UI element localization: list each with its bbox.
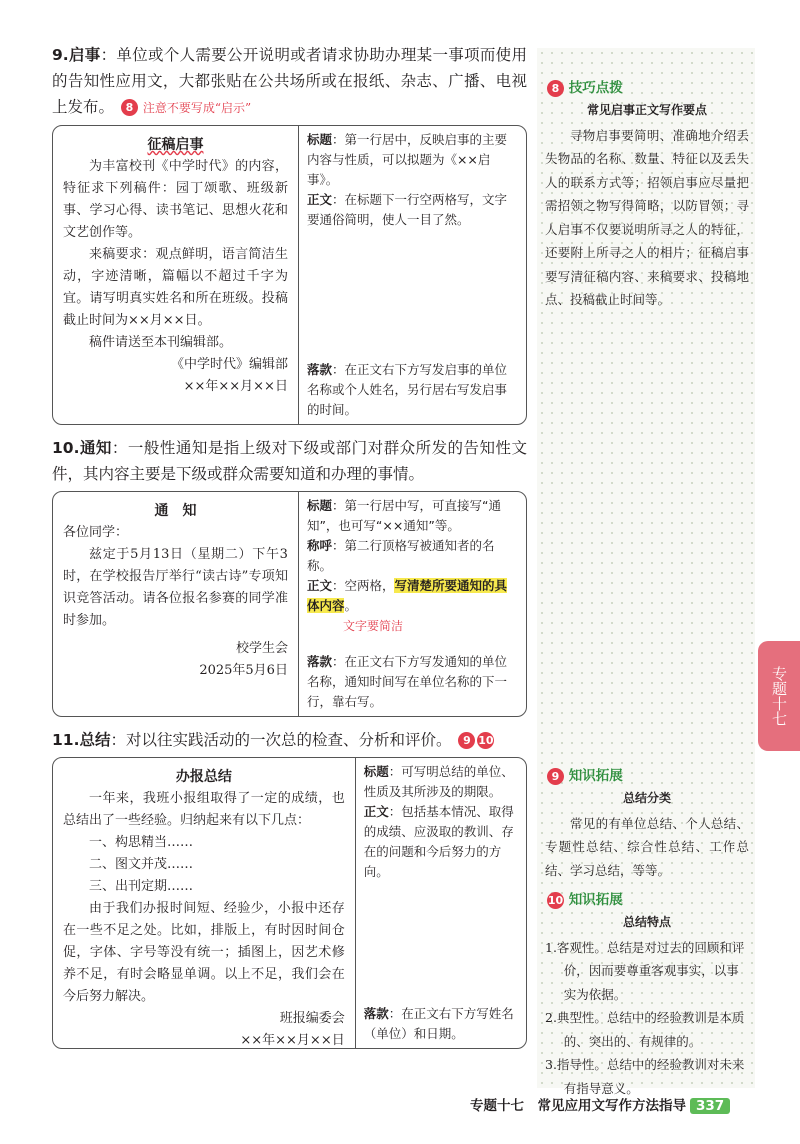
q10-notes <box>299 492 526 716</box>
sidebar <box>537 48 755 1096</box>
q9-example-date: ××年××月××日 <box>183 379 288 394</box>
main-column <box>52 42 527 1049</box>
sidebar-tip-9-head-text: 知识拓展 <box>568 768 623 784</box>
q11-example-sign: 班报编委会 <box>279 1011 345 1026</box>
q11-note-body-text: ：包括基本情况、取得的成绩、应汲取的教训、存在的问题和今后努力的方向。 <box>363 804 514 879</box>
sidebar-tip-9-title: 总结分类 <box>622 790 671 805</box>
q9-example-para-1: 为丰富校刊《中学时代》的内容，特征求下列稿件：园丁颂歌、班级新事、学习心得、读书笔记、思想火花和文艺创作等。 <box>63 159 288 240</box>
q9-annotation: 注意不要写成“启示” <box>142 101 252 115</box>
footer-text: 专题十七 常见应用文写作方法指导 <box>470 1098 686 1114</box>
q11-example-box <box>52 757 527 1049</box>
q10-example-date: 2025年5月6日 <box>199 663 288 678</box>
sidebar-tip-8-body: 寻物启事要简明、准确地介绍丢失物品的名称、数量、特征以及丢失人的联系方式等；招领启事应尽量把需招领之物写得简略，以防冒领；寻人启事不仅要说明所寻之人的特征，还要附上所寻之人的相片；征稿启事要写清征稿内容、来稿要求、投稿地点、投稿截止时间等。 <box>545 127 749 307</box>
q11-note-title <box>364 762 518 802</box>
q10-note-sign-text: ：在正文右下方写发通知的单位名称，通知时间写在单位名称的下一行，靠右写。 <box>306 654 507 709</box>
q11-note-sign-label: 落款 <box>363 1006 389 1021</box>
q11-badge-9: 9 <box>458 732 475 749</box>
sidebar-tip-10-item-1: 1.客观性。总结是对过去的回顾和评价，因而要尊重客观事实，以事实为依据。 <box>545 939 745 1002</box>
q11-term: 总结 <box>79 731 111 749</box>
q11-example-para: 由于我们办报时间短、经验少，小报中还存在一些不足之处。比如，排版上，有时因时间仓促，字体、字号等没有统一；插图上，因艺术修养不足，有时会略显单调。以上不足，我们会在今后努力解决。 <box>63 901 345 1004</box>
q10-note-body-post: 。 <box>344 598 357 613</box>
q11-note-sign-text: ：在正文右下方写姓名（单位）和日期。 <box>363 1006 514 1041</box>
q11-note-title-text: ：可写明总结的单位、性质及其所涉及的期限。 <box>363 764 514 799</box>
sidebar-tip-9-body: 常见的有单位总结、个人总结、专题性总结、综合性总结、工作总结、学习总结，等等。 <box>545 815 749 878</box>
q10-paragraph <box>52 435 527 487</box>
q10-def: ：一般性通知是指上级对下级或部门对群众所发的告知性文件，其内容主要是下级或群众需要知道和办理的事情。 <box>52 439 527 483</box>
q11-example-item-2: 二、图文并茂…… <box>89 857 194 872</box>
q10-note-call-text: ：第二行顶格写被通知者的名称。 <box>306 538 495 573</box>
q9-note-sign-label: 落款 <box>306 362 332 377</box>
q9-note-body-text: ：在标题下一行空两格写，文字要通俗简明，使人一目了然。 <box>306 192 507 227</box>
q9-example-title: 征稿启事 <box>147 137 204 153</box>
q9-notes <box>299 126 526 424</box>
sidebar-tip-10-item-2: 2.典型性。总结中的经验教训是本质的、突出的、有规律的。 <box>545 1010 745 1049</box>
q10-example-para: 兹定于5月13日（星期二）下午3时，在学校报告厅举行“读古诗”专项知识竞答活动。请各位报名参赛的同学准时参加。 <box>63 547 288 628</box>
q10-num: 10. <box>52 439 80 457</box>
q10-note-call <box>307 536 518 576</box>
q9-example-sign: 《中学时代》编辑部 <box>170 357 288 372</box>
q11-example-title: 办报总结 <box>175 769 232 785</box>
q10-note-title <box>307 496 518 536</box>
q11-note-body-label: 正文 <box>363 804 389 819</box>
sidebar-tip-9-head <box>545 764 749 785</box>
q11-example-item-1: 一、构思精当…… <box>89 835 194 850</box>
q11-example-item-3: 三、出刊定期…… <box>89 879 194 894</box>
q11-notes <box>356 758 526 1048</box>
sidebar-tip-10-badge: 10 <box>547 893 564 907</box>
q9-badge: 8 <box>121 99 138 116</box>
chapter-side-tab: 专题十七 <box>758 641 800 751</box>
q11-note-title-label: 标题 <box>363 764 389 779</box>
q11-example-date: ××年××月××日 <box>240 1033 345 1048</box>
sidebar-tip-8-head-text: 技巧点拨 <box>568 80 623 96</box>
q10-note-sign-label: 落款 <box>306 654 332 669</box>
q11-note-sign <box>364 1004 518 1044</box>
q9-num: 9. <box>52 46 69 64</box>
q10-note-call-label: 称呼 <box>306 538 332 553</box>
q9-note-body-label: 正文 <box>306 192 332 207</box>
page-footer <box>470 1094 730 1114</box>
q9-note-title-text: ：第一行居中，反映启事的主要内容与性质，可以拟题为《××启事》。 <box>306 132 507 187</box>
q10-note-body-label: 正文 <box>306 578 332 593</box>
sidebar-tip-8-title: 常见启事正文写作要点 <box>586 102 707 117</box>
q11-num: 11. <box>52 731 80 749</box>
q10-annotation: 文字要简洁 <box>342 619 403 633</box>
q9-example-para-2: 来稿要求：观点鲜明，语言简洁生动，字迹清晰，篇幅以不超过千字为宜。请写明真实姓名和所在班级。投稿截止时间为××月××日。 <box>63 247 288 328</box>
q10-note-body <box>307 576 518 616</box>
sidebar-tip-9 <box>537 758 755 1104</box>
q9-example-para-3: 稿件请送至本刊编辑部。 <box>89 335 233 350</box>
sidebar-tip-8-badge: 8 <box>547 80 564 97</box>
q9-example-box <box>52 125 527 425</box>
q9-note-title-label: 标题 <box>306 132 332 147</box>
sidebar-tip-8 <box>537 70 755 316</box>
q11-badge-10: 10 <box>478 734 494 747</box>
page-number: 337 <box>690 1098 730 1114</box>
q9-note-sign <box>307 360 518 420</box>
q11-note-body <box>364 802 518 882</box>
q9-def: ：单位或个人需要公开说明或者请求协助办理某一事项而使用的告知性应用文，大都张贴在公共场所或在报纸、杂志、广播、电视上发布。 <box>52 46 527 116</box>
q10-example-title: 通 知 <box>154 503 197 519</box>
sidebar-tip-10-head <box>545 888 749 909</box>
q10-example-letter <box>53 492 299 716</box>
q10-note-title-label: 标题 <box>306 498 332 513</box>
q11-def: ：对以往实践活动的一次总的检查、分析和评价。 <box>110 731 452 749</box>
sidebar-tip-10-head-text: 知识拓展 <box>568 892 623 908</box>
q9-note-sign-text: ：在正文右下方写发启事的单位名称或个人姓名，另行居右写发启事的时间。 <box>306 362 507 417</box>
q10-note-title-text: ：第一行居中写，可直接写“通知”，也可写“××通知”等。 <box>306 498 501 533</box>
q10-note-sign <box>307 652 518 712</box>
q10-example-box <box>52 491 527 717</box>
q11-example-letter <box>53 758 356 1048</box>
q11-paragraph <box>52 727 527 753</box>
sidebar-tip-10-item-3: 3.指导性。总结中的经验教训对未来有指导意义。 <box>545 1057 745 1096</box>
sidebar-tip-10-title: 总结特点 <box>622 914 671 929</box>
q10-example-sign: 校学生会 <box>235 641 288 656</box>
q10-note-body-pre: ：空两格， <box>331 578 395 593</box>
q9-paragraph <box>52 42 527 121</box>
q10-note-body-highlight: 写清楚所要通知的具体内容 <box>306 578 507 613</box>
q9-example-letter <box>53 126 299 424</box>
q10-example-greeting: 各位同学： <box>63 525 129 540</box>
q11-example-intro: 一年来，我班小报组取得了一定的成绩，也总结出了一些经验。归纳起来有以下几点： <box>63 791 345 828</box>
q9-note-body <box>307 190 518 230</box>
q9-note-title <box>307 130 518 190</box>
sidebar-tip-9-badge: 9 <box>547 768 564 785</box>
q9-term: 启事 <box>68 46 101 64</box>
sidebar-tip-8-head <box>545 76 749 97</box>
q10-term: 通知 <box>79 439 112 457</box>
